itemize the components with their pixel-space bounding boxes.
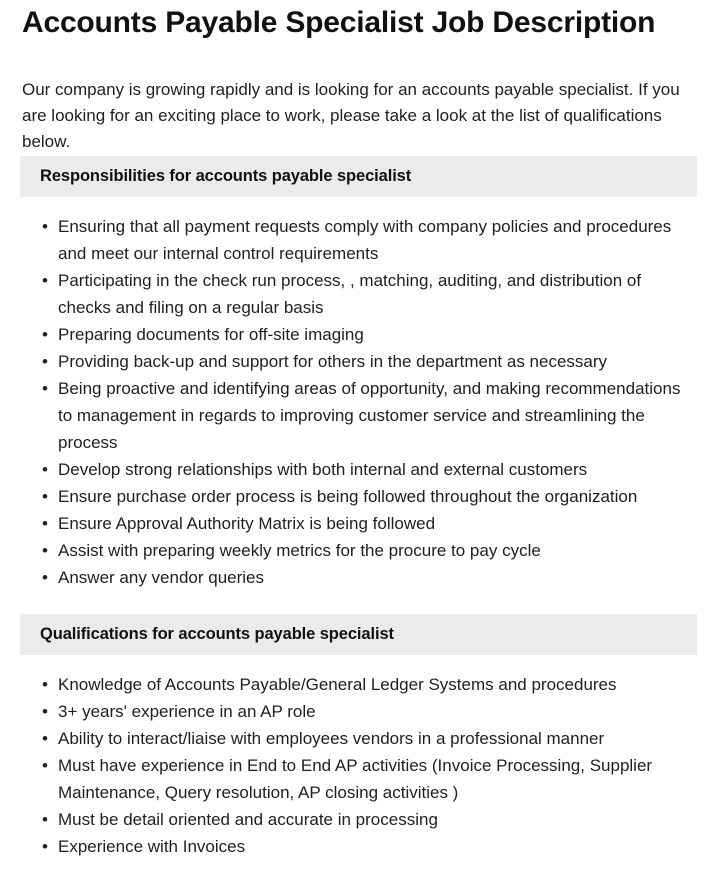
list-item: • Experience with Invoices (0, 833, 720, 860)
list-item: • Must have experience in End to End AP activities (Invoice Processing, Supplier Maintenance, Query resolution, AP closing activities ) (0, 752, 720, 806)
qualifications-heading-text: Qualifications for accounts payable specialist (40, 625, 394, 643)
list-item: • Preparing documents for off-site imaging (0, 321, 720, 348)
list-item: • Providing back-up and support for others in the department as necessary (0, 348, 720, 375)
list-item: • Must be detail oriented and accurate in processing (0, 806, 720, 833)
responsibilities-heading-text: Responsibilities for accounts payable specialist (40, 167, 412, 185)
list-item: • Being proactive and identifying areas of opportunity, and making recommendations to management in regards to improving customer service and streamlining the process (0, 375, 720, 456)
qualifications-section-header (20, 614, 697, 655)
responsibilities-section (0, 156, 720, 591)
qualifications-section (0, 614, 720, 860)
page-title: Accounts Payable Specialist Job Description (22, 6, 656, 39)
responsibilities-list (0, 197, 720, 591)
list-item: • Ability to interact/liaise with employees vendors in a professional manner (0, 725, 720, 752)
intro-paragraph: Our company is growing rapidly and is looking for an accounts payable specialist. If you are looking for an exciting place to work, please take a look at the list of qualifications below. (22, 80, 680, 151)
list-item: • Ensure purchase order process is being followed throughout the organization (0, 483, 720, 510)
list-item: • Ensuring that all payment requests comply with company policies and procedures and meet our internal control requirements (0, 213, 720, 267)
list-item: • Answer any vendor queries (0, 564, 720, 591)
list-item: • Ensure Approval Authority Matrix is being followed (0, 510, 720, 537)
list-item: • Knowledge of Accounts Payable/General Ledger Systems and procedures (0, 671, 720, 698)
list-item: • Participating in the check run process, , matching, auditing, and distribution of checks and filing on a regular basis (0, 267, 720, 321)
list-item: • Develop strong relationships with both internal and external customers (0, 456, 720, 483)
responsibilities-section-header (20, 156, 697, 197)
list-item: • Assist with preparing weekly metrics for the procure to pay cycle (0, 537, 720, 564)
qualifications-list (0, 655, 720, 860)
list-item: • 3+ years' experience in an AP role (0, 698, 720, 725)
